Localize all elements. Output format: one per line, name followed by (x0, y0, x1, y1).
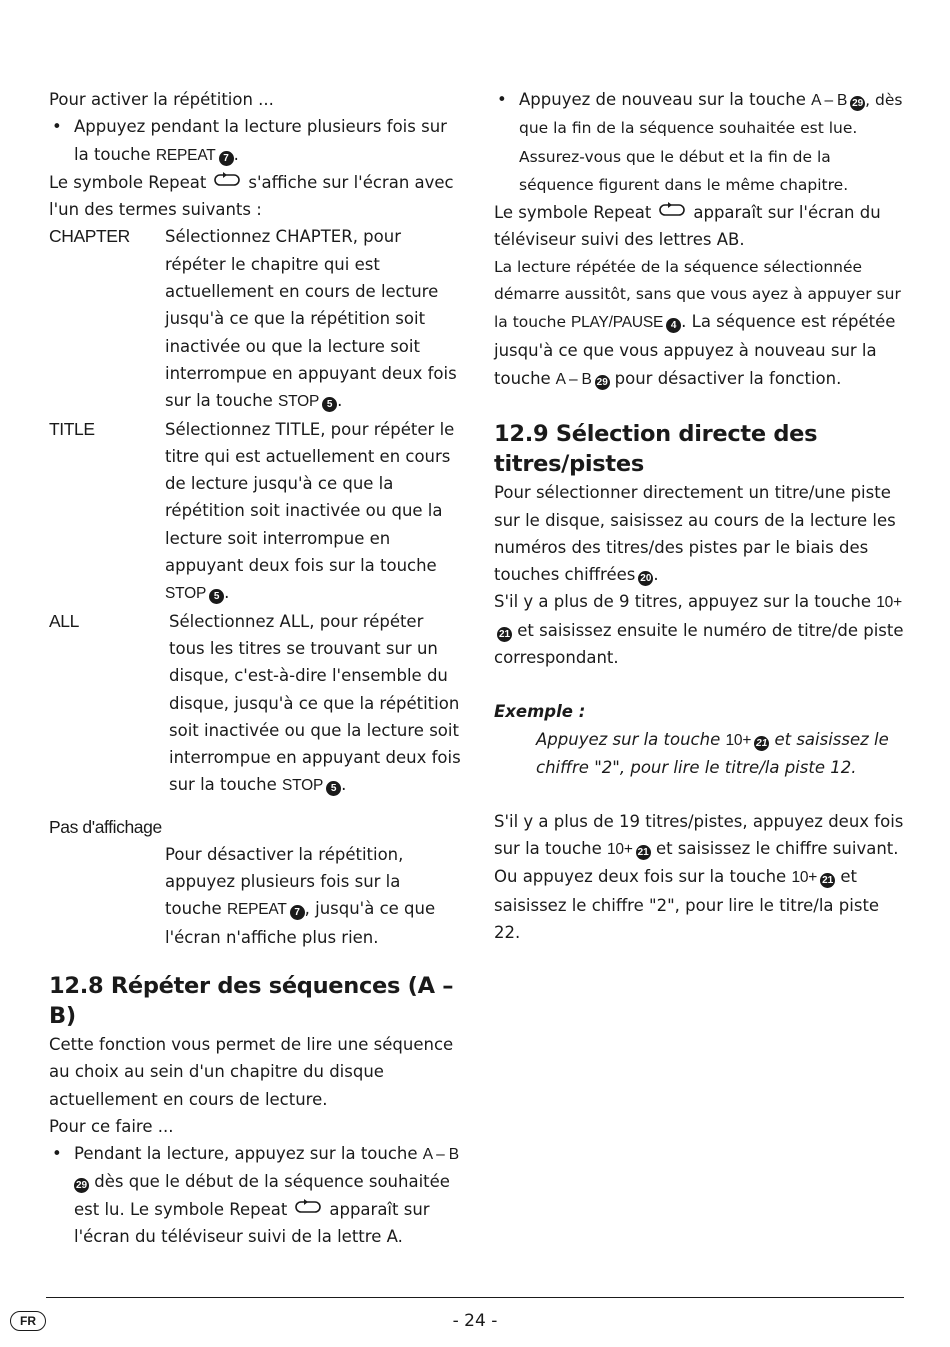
repeat-icon (212, 170, 242, 188)
def-term: ALL (49, 610, 79, 631)
key-label: PLAY/PAUSE (570, 314, 664, 332)
def-desc (165, 814, 461, 951)
symbol-before: Le symbole Repeat (49, 172, 207, 192)
def-end: . (341, 775, 347, 795)
example-label: Exemple : (494, 702, 586, 722)
number-badge: 21 (756, 737, 768, 749)
def-desc-text: Pour désactiver la répétition, appuyez plusieurs fois sur la touche (165, 844, 404, 919)
more-b: et saisissez le chiffre suivant. Ou appuyez deux fois sur la touche (494, 838, 899, 887)
page-number: - 24 - (452, 1311, 498, 1331)
number-badge: 7 (219, 151, 234, 166)
number-badge: 20 (640, 573, 652, 585)
section-paragraph: Cette fonction vous permet de lire une séquence au choix au sein d'un chapitre du disque actuellement en cours de lecture. (49, 1034, 454, 1109)
symbol-before: Le symbole Repeat (494, 203, 652, 223)
number-badge: 21 (498, 628, 511, 640)
key-label: 10+ (876, 594, 902, 612)
language-badge: FR (10, 1311, 46, 1331)
repeat-paragraph (494, 254, 906, 393)
key-label: REPEAT (155, 146, 216, 164)
symbol-after: s'affiche sur l'écran avec l'un des termes suivants : (49, 172, 454, 220)
bullet-text: Appuyez de nouveau sur la touche (519, 90, 806, 109)
def-end: . (224, 583, 230, 603)
selection-text: Pour sélectionner directement un titre/une piste sur le disque, saisissez au cours de la lecture les numéros des titres/des pistes par le biais des touches chiffrées (494, 483, 896, 585)
key-label: STOP (281, 777, 324, 795)
def-desc (165, 416, 461, 608)
bullet-end: apparaît sur l'écran du téléviseur suivi de la lettre A. (74, 1199, 430, 1246)
def-desc-text: Sélectionnez CHAPTER, pour répéter le chapitre qui est actuellement en cours de lecture jusqu'à ce que la répétition soit inactivée ou que la lecture soit interrompue en appuyant deux fois sur la touche (165, 227, 457, 411)
def-desc (169, 608, 461, 800)
section-paragraph-2: Pour ce faire ... (49, 1116, 174, 1136)
symbol-line (494, 199, 906, 254)
key-label: A – B (555, 370, 592, 388)
def-title (49, 416, 461, 608)
def-chapter (49, 223, 461, 415)
repeat-end: pour désactiver la fonction. (614, 368, 842, 388)
bullet-end: . (233, 144, 239, 164)
def-desc (165, 223, 461, 415)
number-badge: 29 (75, 1180, 88, 1192)
left-column (49, 86, 461, 1250)
symbol-after: apparaît sur l'écran du téléviseur suivi des lettres AB. (494, 203, 881, 250)
def-all (49, 608, 461, 800)
def-no-display (49, 814, 461, 951)
intro-text: Pour activer la répétition ... (49, 90, 274, 109)
bullet-repeat (49, 113, 461, 169)
def-desc-text: Sélectionnez TITLE, pour répéter le titre qui est actuellement en cours de lecture jusqu'à ce que la répétition soit inactivée ou que la lecture soit interrompue en appuyant deux fois sur la touche (165, 419, 455, 576)
more-titles-paragraph (494, 808, 906, 946)
number-badge: 4 (666, 318, 681, 333)
right-column (494, 86, 906, 946)
selection-paragraph (494, 479, 906, 588)
number-badge: 7 (290, 905, 305, 920)
def-end: , jusqu'à ce que l'écran n'affiche plus rien. (165, 899, 436, 947)
repeat-mid: . La séquence est répétée jusqu'à ce que vous appuyez à nouveau sur la touche (494, 312, 896, 388)
key-label: A – B (422, 1146, 459, 1164)
number-badge: 29 (596, 376, 608, 388)
footer-rule (46, 1297, 904, 1298)
def-term: CHAPTER (49, 226, 130, 247)
repeat-icon (293, 1197, 323, 1215)
more-c: et saisissez le chiffre "2", pour lire le titre/la piste 22. (494, 867, 880, 942)
example-text (494, 726, 906, 781)
def-desc-text: Sélectionnez ALL, pour répéter tous les titres se trouvant sur un disque, c'est-à-dire l'ensemble du disque, jusqu'à ce que la répétition soit inactivée ou que la lecture soit interrompue en appuyant deux fois sur la touche (169, 611, 461, 795)
bullet-text: Appuyez pendant la lecture plusieurs fois sur la touche (74, 117, 447, 164)
example-a: Appuyez sur la touche (536, 729, 721, 749)
def-term: TITLE (49, 418, 95, 439)
section-title-12-9: 12.9 Sélection directe des titres/pistes (494, 421, 818, 478)
number-badge: 21 (637, 846, 649, 858)
selection-paragraph-2 (494, 588, 906, 671)
number-badge: 5 (326, 781, 341, 796)
key-label: 10+ (725, 731, 752, 749)
repeat-text: La lecture répétée de la séquence sélectionnée démarre aussitôt, sans que vous ayez à appuyer sur la touche (494, 257, 901, 332)
bullet-ab-start (49, 1140, 461, 1250)
key-label: 10+ (791, 869, 818, 887)
section-title-12-8: 12.8 Répéter des séquences (A – B) (49, 972, 454, 1029)
def-end: . (337, 391, 343, 411)
bullet-end: , dès que la fin de la séquence souhaitée est lue. Assurez-vous que le début et la fin de la séquence figurent dans le même chapitre. (519, 91, 903, 194)
bullet-mid: dès que le début de la séquence souhaitée est lu. Le symbole Repeat (74, 1172, 450, 1219)
number-badge: 5 (322, 397, 337, 412)
bullet-ab-end (494, 86, 906, 199)
selection-text: S'il y a plus de 9 titres, appuyez sur la touche (494, 592, 872, 612)
key-label: A – B (811, 92, 848, 109)
selection-end: et saisissez ensuite le numéro de titre/de piste correspondant. (494, 620, 904, 668)
key-label: REPEAT (226, 901, 287, 919)
number-badge: 29 (852, 98, 864, 109)
repeat-icon (657, 200, 687, 218)
number-badge: 21 (822, 875, 834, 887)
key-label: STOP (277, 393, 320, 411)
key-label: 10+ (606, 840, 633, 858)
selection-end: . (653, 565, 659, 585)
symbol-line (49, 169, 461, 224)
more-a: S'il y a plus de 19 titres/pistes, appuyez deux fois sur la touche (494, 811, 904, 858)
number-badge: 5 (209, 589, 224, 604)
def-term: Pas d'affichage (49, 816, 162, 837)
example-b: et saisissez le chiffre "2", pour lire le titre/la piste 12. (536, 729, 889, 777)
bullet-text: Pendant la lecture, appuyez sur la touche (74, 1144, 418, 1164)
key-label: STOP (165, 585, 207, 603)
